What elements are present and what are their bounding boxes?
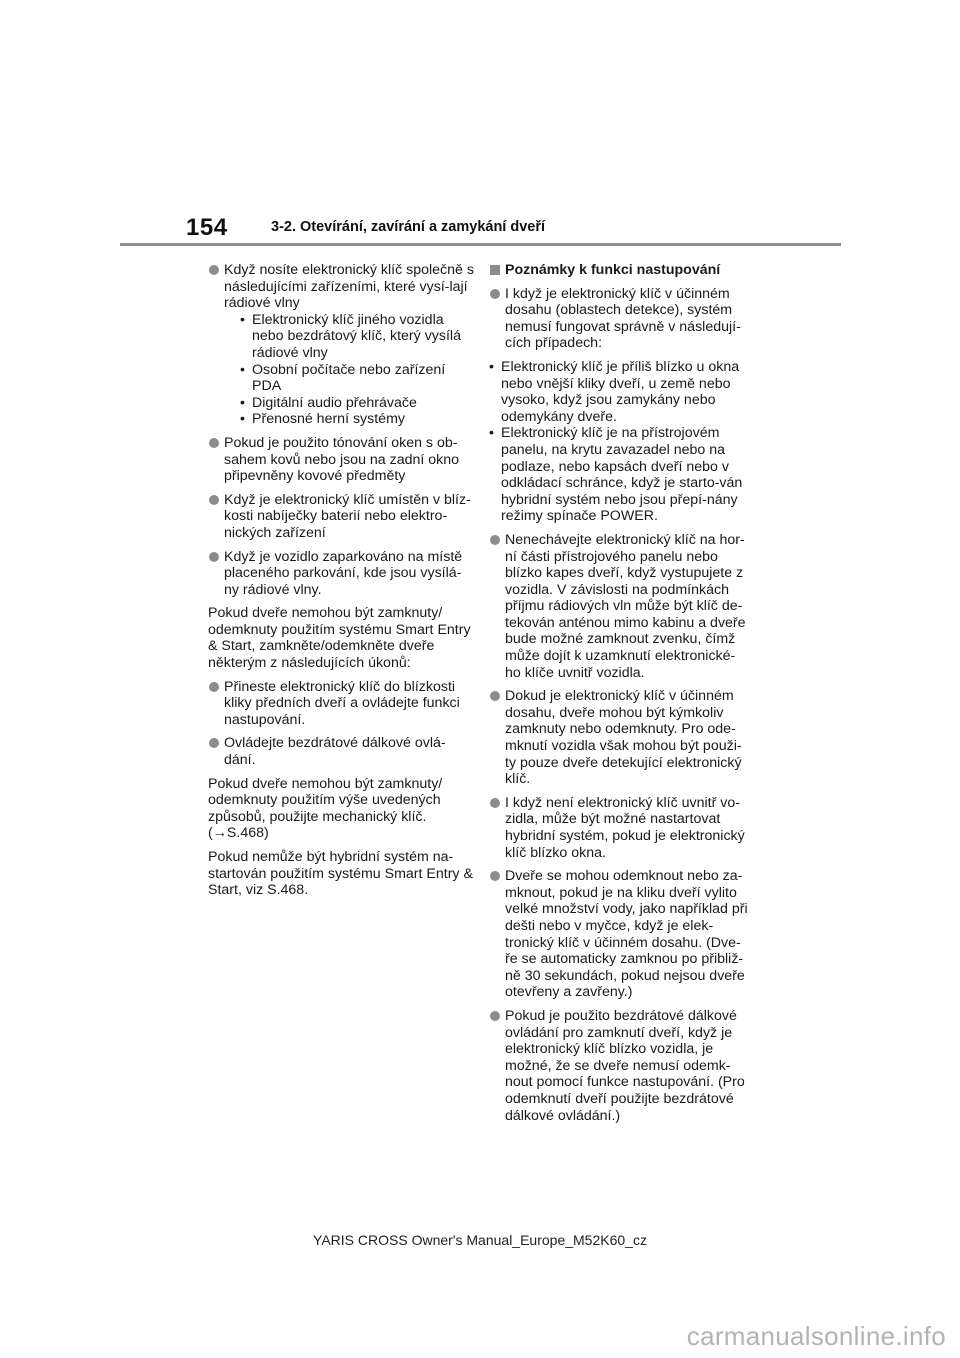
sub-bullet-text: Elektronický klíč je příliš blízko u okna nebo vnější kliky dveří, u země nebo vysoko, když jsou zamykány nebo odemykány dveře. bbox=[501, 358, 740, 425]
page-number: 154 bbox=[186, 214, 228, 241]
bullet-text: Když nosíte elektronický klíč společně s následujícími zařízeními, které vysí-lají rádiové vlny bbox=[224, 262, 474, 312]
sub-bullet bbox=[489, 425, 751, 525]
notes-heading bbox=[489, 262, 751, 279]
notes-heading-text: Poznámky k funkci nastupování bbox=[505, 262, 721, 278]
bullet-text: Přineste elektronický klíč do blízkosti kliky předních dveří a ovládejte funkci nastupování. bbox=[224, 678, 460, 728]
sub-bullet-mark: • bbox=[240, 394, 245, 411]
bullet-item bbox=[489, 868, 751, 1001]
bullet-text: Pokud je použito bezdrátové dálkové ovládání pro zamknutí dveří, když je elektronický klíč blízko vozidla, je možné, že se dveře nemusí odemk-nout pomocí funkce nastupování. (Pro odemknutí dveří použijte bezdrátové dálkové ovládání.) bbox=[505, 1007, 745, 1124]
page-footer: YARIS CROSS Owner's Manual_Europe_M52K60_cz bbox=[313, 1232, 647, 1248]
bullet-item bbox=[489, 795, 751, 861]
bullet-dot-icon bbox=[490, 289, 500, 299]
paragraph: Pokud nemůže být hybridní systém na-startován použitím systému Smart Entry & Start, viz S.468. bbox=[208, 849, 473, 899]
bullet-item bbox=[208, 492, 474, 542]
bullet-dot-icon bbox=[209, 682, 219, 692]
sub-bullet bbox=[224, 312, 474, 362]
bullet-dot-icon bbox=[490, 798, 500, 808]
sub-bullet-text: Osobní počítače nebo zařízení PDA bbox=[252, 361, 446, 395]
bullet-text: I když je elektronický klíč v účinném dosahu (oblastech detekce), systém nemusí fungovat správně v následují-cích případech: bbox=[505, 285, 741, 352]
bullet-item bbox=[208, 435, 474, 485]
sub-bullet bbox=[224, 395, 474, 412]
sub-bullet bbox=[224, 362, 474, 395]
bullet-text: Když je vozidlo zaparkováno na místě placeného parkování, kde jsou vysílá-ny rádiové vlny. bbox=[224, 548, 463, 598]
right-column bbox=[489, 262, 751, 1131]
bullet-dot-icon bbox=[490, 535, 500, 545]
bullet-text: Dveře se mohou odemknout nebo za-mknout, pokud je na kliku dveří vylito velké množství vody, jako například při dešti nebo v myčce, když je elek-tronický klíč v účinném dosahu. (Dve-ře se automaticky zamknou po přibliž-ně 30 sekundách, pokud nejsou dveře otevřeny a zavřeny.) bbox=[505, 868, 748, 1001]
left-column bbox=[208, 262, 474, 906]
paragraph: Pokud dveře nemohou být zamknuty/ odemknuty použitím výše uvedených způsobů, použijte mechanický klíč. (→S.468) bbox=[208, 775, 443, 842]
sub-bullet-mark: • bbox=[240, 311, 245, 328]
bullet-dot-icon bbox=[490, 871, 500, 881]
sub-bullet-text: Digitální audio přehrávače bbox=[252, 394, 417, 411]
header-rule bbox=[120, 243, 841, 246]
bullet-text: Dokud je elektronický klíč v účinném dosahu, dveře mohou být kýmkoliv zamknuty nebo odemknuty. Pro ode-mknutí vozidla však mohou být použi-ty pouze dveře detekující elektronický klíč. bbox=[505, 688, 742, 788]
section-title: 3-2. Otevírání, zavírání a zamykání dveří bbox=[271, 219, 546, 235]
bullet-text: Nenechávejte elektronický klíč na hor-ní části přístrojového panelu nebo blízko kapes dveří, když vystupujete z vozidla. V závislosti na podmínkách příjmu rádiových vln může být klíč de-tekován anténou mimo kabinu a dveře bude možné zamknout zvenku, čímž může dojít k uzamknutí elektronické-ho klíče uvnitř vozidla. bbox=[505, 531, 746, 681]
bullet-text: Pokud je použito tónování oken s ob-sahem kovů nebo jsou na zadní okno připevněny kovové předměty bbox=[224, 434, 460, 485]
sub-bullet-text: Elektronický klíč jiného vozidla nebo bezdrátový klíč, který vysílá rádiové vlny bbox=[252, 311, 461, 361]
bullet-item bbox=[208, 262, 474, 428]
sub-bullet-text: Přenosné herní systémy bbox=[252, 411, 405, 428]
paragraph: Pokud dveře nemohou být zamknuty/ odemknuty použitím systému Smart Entry & Start, zamkněte/odemkněte dveře některým z následujících úkonů: bbox=[208, 605, 471, 672]
sub-bullet-group bbox=[489, 359, 751, 525]
sub-bullet-mark: • bbox=[489, 425, 494, 442]
bullet-item bbox=[208, 735, 474, 768]
bullet-dot-icon bbox=[209, 552, 219, 562]
sub-bullet-mark: • bbox=[240, 361, 245, 378]
sub-bullet-mark: • bbox=[489, 358, 494, 375]
bullet-text: Ovládejte bezdrátové dálkové ovlá-dání. bbox=[224, 735, 446, 769]
bullet-item bbox=[489, 286, 751, 352]
bullet-dot-icon bbox=[209, 265, 219, 275]
bullet-dot-icon bbox=[209, 495, 219, 505]
sub-bullet bbox=[489, 359, 751, 425]
bullet-dot-icon bbox=[209, 438, 219, 448]
bullet-dot-icon bbox=[490, 1011, 500, 1021]
watermark: carmanualsonline.info bbox=[686, 1321, 946, 1351]
bullet-dot-icon bbox=[490, 691, 500, 701]
bullet-text: I když není elektronický klíč uvnitř vo-zidla, může být možné nastartovat hybridní systém, pokud je elektronický klíč blízko okna. bbox=[505, 794, 745, 861]
bullet-item bbox=[489, 688, 751, 788]
square-bullet-icon bbox=[490, 265, 500, 275]
bullet-text: Když je elektronický klíč umístěn v blíz-kosti nabíječky baterií nebo elektro-nických zařízení bbox=[224, 491, 471, 541]
sub-bullet-mark: • bbox=[240, 411, 245, 428]
bullet-item bbox=[208, 679, 474, 729]
bullet-item bbox=[489, 532, 751, 681]
sub-bullet bbox=[224, 411, 474, 428]
bullet-item bbox=[489, 1008, 751, 1124]
bullet-dot-icon bbox=[209, 738, 219, 748]
sub-bullet-text: Elektronický klíč je na přístrojovém panelu, na krytu zavazadel nebo na podlaze, nebo kapsách dveří nebo v odkládací schránce, když je starto-ván hybridní systém nebo jsou přepí-nány režimy spínače POWER. bbox=[501, 425, 743, 525]
bullet-item bbox=[208, 549, 474, 599]
